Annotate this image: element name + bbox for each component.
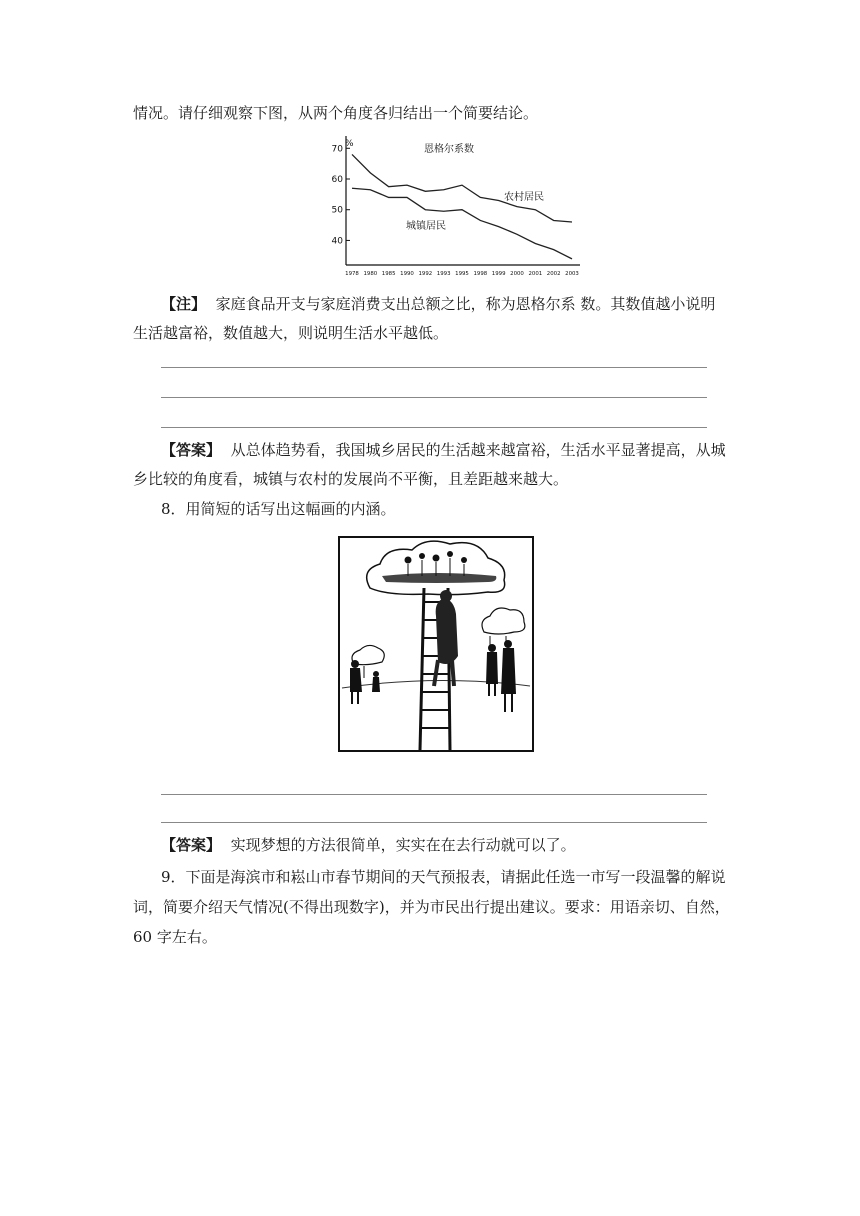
x-tick-label: 1995 — [455, 271, 469, 277]
x-tick-label: 2000 — [510, 271, 524, 277]
x-tick-label: 2002 — [546, 271, 561, 277]
answer8-tag: 【答案】 — [161, 836, 222, 854]
intro-text: 情况。请仔细观察下图，从两个角度各归结出一个简要结论。 — [133, 104, 539, 122]
answer-line-2 — [161, 397, 707, 398]
ladder-cartoon — [338, 536, 534, 752]
series-label-rural: 农村居民 — [504, 192, 544, 203]
y-tick-label: 70 — [331, 144, 343, 155]
question-8: 8．用简短的话写出这幅画的内涵。 — [161, 500, 396, 518]
y-tick-label: 40 — [331, 236, 343, 247]
answer-line-3 — [161, 427, 707, 428]
note-tag: 【注】 — [161, 295, 207, 313]
chart-svg — [331, 132, 586, 280]
answer7-line-1 — [161, 440, 751, 460]
x-tick-label: 1980 — [363, 271, 378, 277]
note-text-1: 家庭食品开支与家庭消费支出总额之比，称为恩格尔系 数。其数值越小说明 — [215, 295, 716, 313]
x-tick-label: 1990 — [400, 271, 414, 277]
y-unit-label: % — [345, 139, 354, 149]
chart-title: 恩格尔系数 — [424, 144, 474, 155]
x-tick-label: 1992 — [418, 271, 433, 277]
series-line-rural — [352, 154, 572, 222]
question-9-line-1: 9．下面是海滨市和崧山市春节期间的天气预报表，请据此任选一市写一段温馨的解说 — [161, 868, 726, 886]
x-tick-label: 1985 — [381, 271, 396, 277]
x-tick-label: 1993 — [436, 271, 451, 277]
answer8-text: 实现梦想的方法很简单，实实在在去行动就可以了。 — [230, 836, 576, 854]
y-tick-label: 60 — [331, 175, 343, 185]
x-tick-label: 1978 — [345, 271, 359, 277]
cartoon-svg — [338, 536, 534, 752]
x-tick-label: 1998 — [473, 271, 488, 277]
answer8-line — [161, 835, 751, 855]
engel-coefficient-chart — [331, 132, 586, 280]
x-tick-label: 2001 — [528, 271, 543, 277]
note-line-2: 生活越富裕，数值越大，则说明生活水平越低。 — [133, 324, 449, 342]
question-9-line-3: 60 字左右。 — [133, 928, 217, 946]
answer-line-4 — [161, 794, 707, 795]
answer7-text-1: 从总体趋势看，我国城乡居民的生活越来越富裕，生活水平显著提高，从城 — [230, 441, 726, 459]
series-label-urban: 城镇居民 — [406, 221, 446, 232]
x-tick-label: 2003 — [565, 271, 579, 277]
answer-line-1 — [161, 367, 707, 368]
question-9-line-2: 词，简要介绍天气情况(不得出现数字)，并为市民出行提出建议。要求：用语亲切、自然， — [133, 898, 730, 916]
x-tick-label: 1999 — [491, 271, 506, 277]
y-tick-label: 50 — [331, 205, 343, 216]
answer-line-5 — [161, 822, 707, 823]
answer7-tag: 【答案】 — [161, 441, 222, 459]
note-line-1 — [161, 294, 751, 314]
answer7-line-2: 乡比较的角度看，城镇与农村的发展尚不平衡，且差距越来越大。 — [133, 470, 569, 488]
